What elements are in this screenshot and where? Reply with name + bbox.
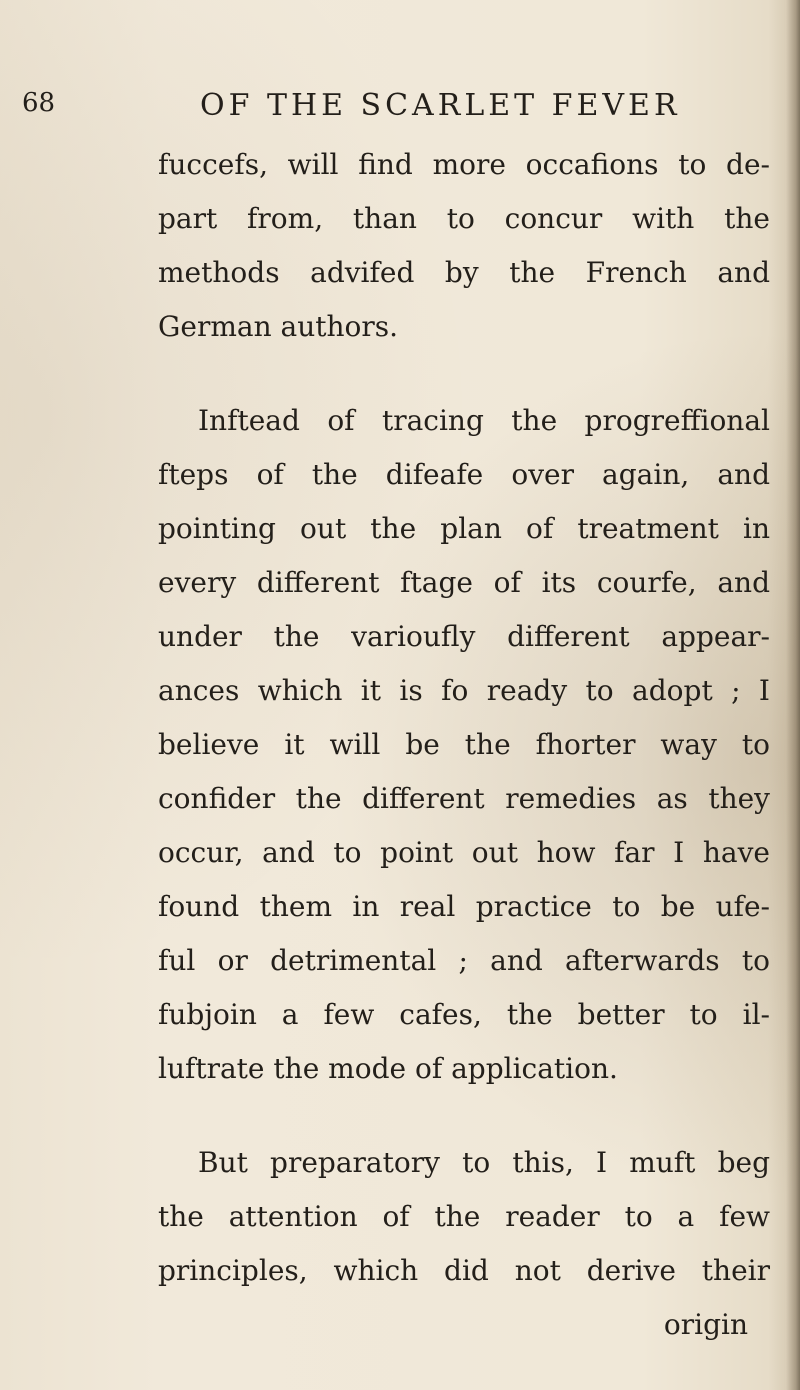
text-line: But preparatory to this, I muft beg xyxy=(198,1146,770,1179)
text-line: fubjoin a few cafes, the better to il- xyxy=(158,998,770,1031)
catchword: origin xyxy=(663,1308,748,1341)
text-line: the attention of the reader to a few xyxy=(158,1200,770,1233)
text-line: occur, and to point out how far I have xyxy=(158,836,770,869)
text-line: fuccefs, will find more occafions to de- xyxy=(158,148,770,181)
text-line: believe it will be the fhorter way to xyxy=(158,728,770,761)
text-line: every different ftage of its courfe, and xyxy=(158,566,770,599)
text-line: ful or detrimental ; and afterwards to xyxy=(158,944,770,977)
text-line: principles, which did not derive their xyxy=(158,1254,770,1287)
text-line: found them in real practice to be ufe- xyxy=(158,890,770,923)
paragraph-gap xyxy=(158,354,770,394)
text-line: under the varioufly different appear- xyxy=(158,620,770,653)
text-line: luftrate the mode of application. xyxy=(158,1052,618,1085)
page-number: 68 xyxy=(22,88,56,118)
text-line: part from, than to concur with the xyxy=(158,202,770,235)
text-line: fteps of the difeafe over again, and xyxy=(158,458,770,491)
page-header xyxy=(0,88,800,128)
text-line: Inftead of tracing the progreffional xyxy=(198,404,770,437)
text-line: German authors. xyxy=(158,310,399,343)
paragraph-gap xyxy=(158,1096,770,1136)
running-head: OF THE SCARLET FEVER xyxy=(200,88,681,123)
text-line: ances which it is fo ready to adopt ; I xyxy=(158,674,770,707)
text-line: confider the different remedies as they xyxy=(158,782,770,815)
text-line: pointing out the plan of treatment in xyxy=(158,512,770,545)
text-line: methods advifed by the French and xyxy=(158,256,770,289)
body-text xyxy=(158,138,770,1352)
page-edge-shadow xyxy=(786,0,800,1390)
